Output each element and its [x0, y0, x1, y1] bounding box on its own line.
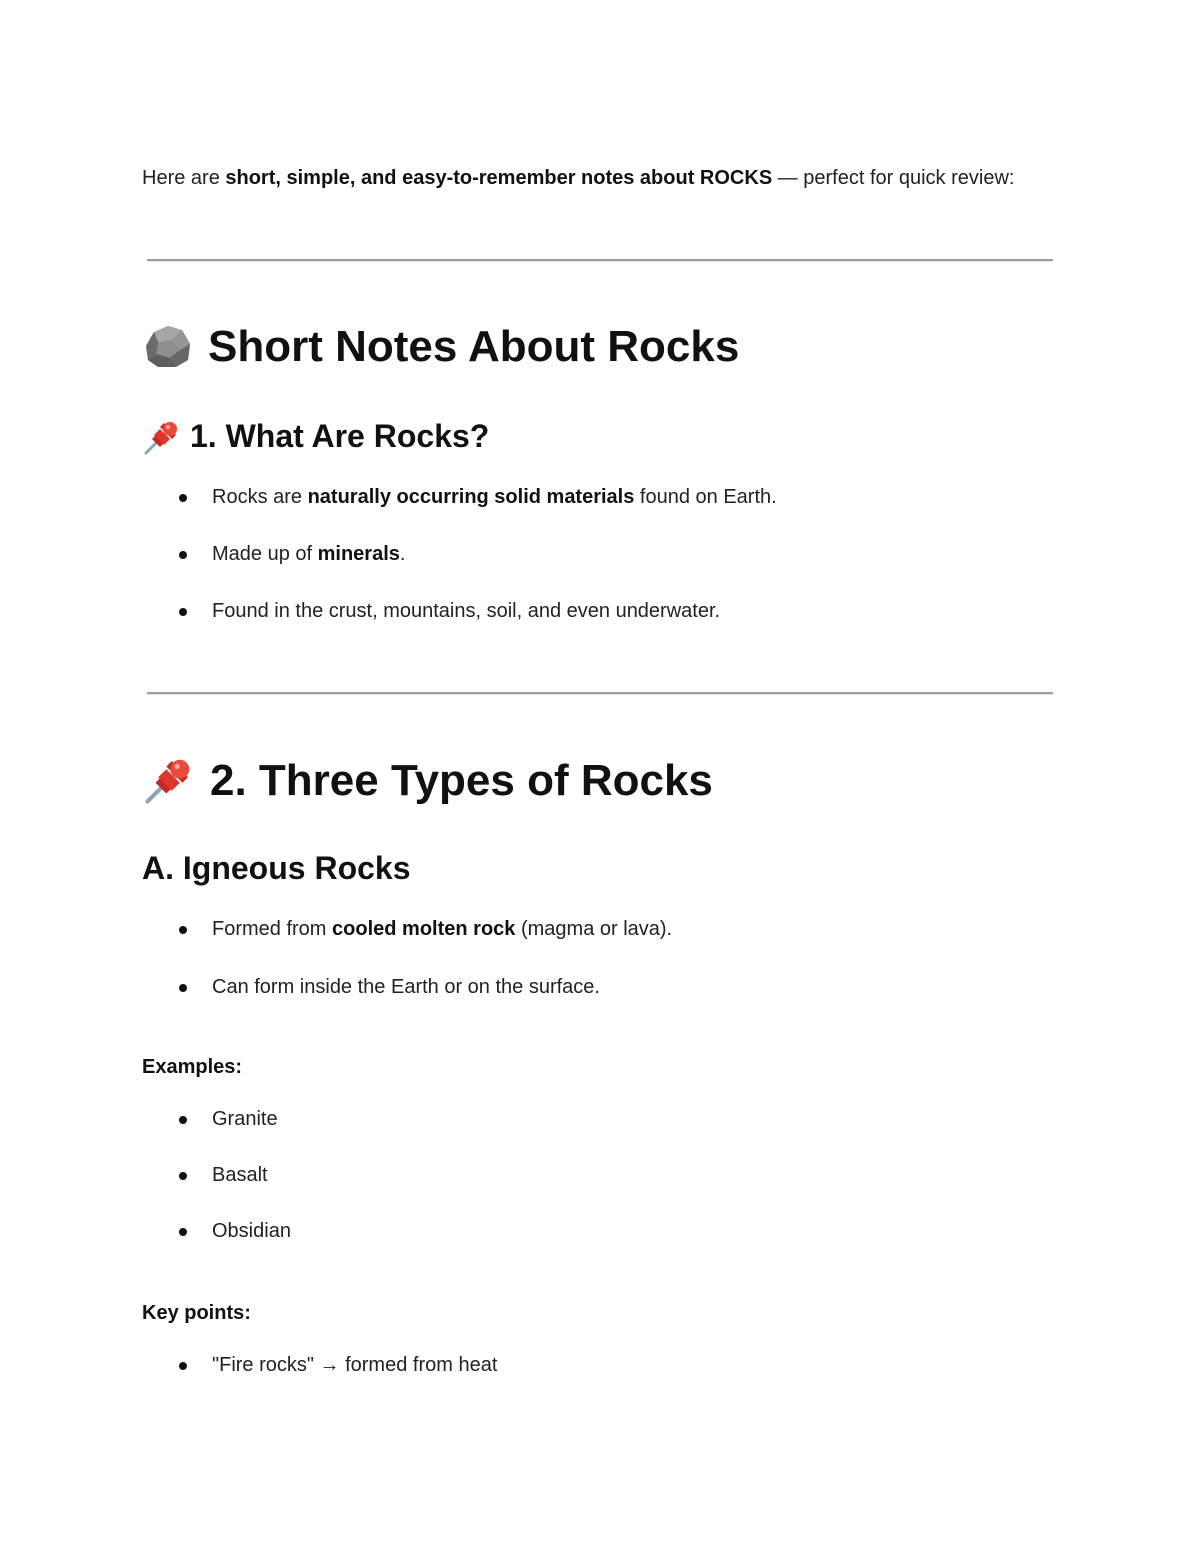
- subsection-a-heading: A. Igneous Rocks: [142, 850, 411, 886]
- list-item: Basalt: [142, 1161, 291, 1189]
- list-item-text: Rocks are: [212, 486, 308, 508]
- list-item-text: .: [399, 543, 406, 565]
- rock-icon: [142, 320, 194, 372]
- list-item: [142, 915, 672, 943]
- intro-suffix: — perfect for quick review:: [772, 167, 1015, 189]
- examples-list: [142, 1105, 291, 1245]
- intro-paragraph: [142, 164, 1042, 193]
- list-item-text: (magma or lava).: [515, 918, 673, 940]
- intro-prefix: Here are: [142, 167, 226, 189]
- horizontal-rule: [147, 692, 1053, 695]
- section-1-heading: [142, 416, 489, 459]
- pushpin-icon: [142, 417, 182, 457]
- list-item: [142, 597, 777, 625]
- list-item: "Fire rocks" → formed from heat: [142, 1351, 497, 1379]
- section-1-heading-text: 1. What Are Rocks?: [190, 418, 490, 454]
- list-item-text: Found in the crust, mountains, soil, and even underwater.: [212, 600, 721, 622]
- horizontal-rule: [147, 259, 1053, 262]
- list-item-text: Formed from: [212, 918, 333, 940]
- intro-bold: short, simple, and easy-to-remember notes about ROCKS: [225, 167, 773, 189]
- section-2-heading: [142, 755, 713, 810]
- list-item: Obsidian: [142, 1217, 291, 1245]
- examples-label: Examples:: [142, 1056, 243, 1078]
- pushpin-icon: [142, 753, 196, 807]
- list-item-text: Can form inside the Earth or on the surface.: [212, 976, 600, 998]
- list-item-bold: minerals: [317, 543, 400, 565]
- list-item-text: found on Earth.: [634, 486, 777, 508]
- list-item: [142, 540, 777, 568]
- list-item-bold: naturally occurring solid materials: [307, 486, 635, 508]
- section-2-heading-text: 2. Three Types of Rocks: [210, 756, 713, 805]
- igneous-list: [142, 915, 672, 1001]
- page-title: [142, 321, 739, 375]
- key-points-label: Key points:: [142, 1302, 251, 1324]
- list-item-bold: cooled molten rock: [332, 918, 516, 940]
- section-1-list: [142, 483, 777, 625]
- list-item: Granite: [142, 1105, 291, 1133]
- list-item: [142, 483, 777, 511]
- page-title-text: Short Notes About Rocks: [208, 322, 740, 371]
- list-item-text: Made up of: [212, 543, 318, 565]
- list-item: [142, 973, 672, 1001]
- key-points-list: [142, 1351, 497, 1379]
